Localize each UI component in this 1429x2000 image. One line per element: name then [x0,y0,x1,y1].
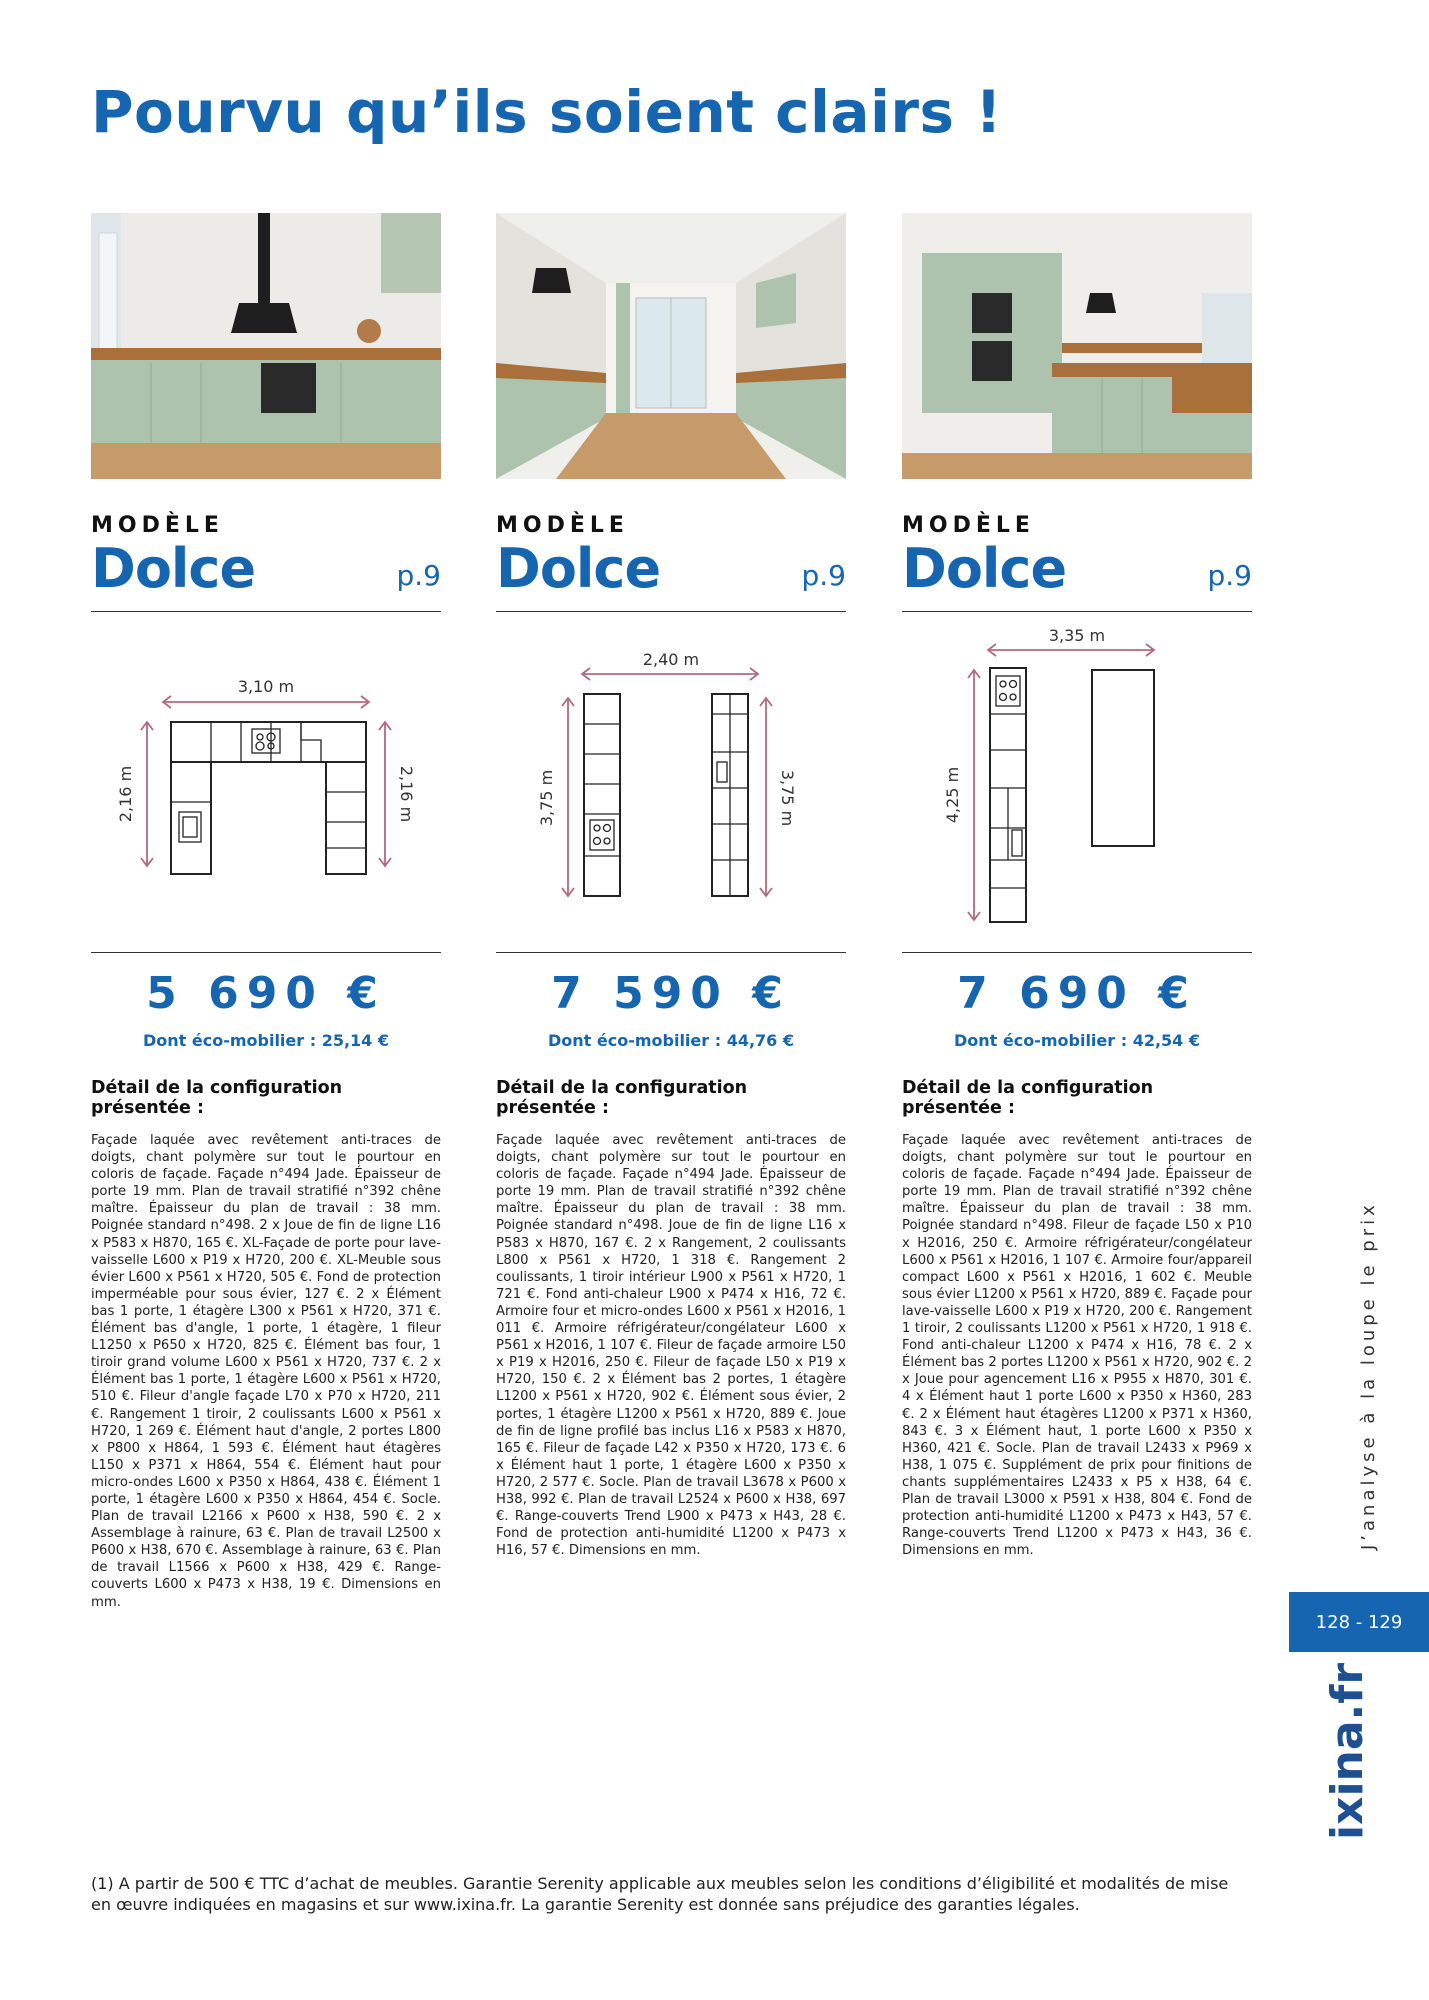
eco-mobilier: Dont éco-mobilier : 44,76 € [547,1031,794,1050]
page-reference: p.9 [396,559,441,592]
configuration-detail: Façade laquée avec revêtement anti-traces de doigts, chant polymère sur tout le pourtour en coloris de façade. Façade n°494 Jade. Épaisseur de porte 19 mm. Plan de travail stratifié n°392 chêne maître. Épaisseur du plan de travail : 38 mm. Poignée standard n°498. Joue de fin de ligne L16 x P583 x H870, 167 €. 2 x Rangement, 2 coulissants L800 x P561 x H720, 1 318 €. Rangement 2 coulissants, 1 tiroir intérieur L900 x P561 x H720, 1 721 €. Fond anti-chaleur L900 x P474 x H16, 72 €. Armoire four et micro-ondes L600 x P561 x H2016, 1 011 €. Armoire réfrigérateur/congélateur L600 x P561 x H2016, 1 107 €. Fileur de façade armoire L50 x P19 x H2016, 250 €. Fileur de façade L50 x P19 x H720, 150 €. 2 x Élément bas 2 portes, 1 étagère L1200 x P561 x H720, 902 €. Élément sous évier, 2 portes, 1 étagère L1200 x P561 x H720, 889 €. Joue de fin de ligne profilé bas inclus L16 x P583 x H870, 165 €. Fileur de façade L42 x P350 x H720, 173 €. 6 x Élément haut 1 porte, 1 étagère L600 x P350 x H720, 2 577 €. Socle. Plan de travail L3678 x P600 x H38, 992 €. Plan de travail L2524 x P600 x H38, 697 €. Range-couverts Trend L900 x P473 x H43, 28 €. Fond de protection anti-humidité L1200 x P473 x H16, 57 €. Dimensions en mm. [496,1133,846,1559]
kitchen-photo-1 [91,213,441,479]
kitchen-photo-2 [496,213,846,479]
floor-plan-3 [902,612,1252,952]
page-reference: p.9 [801,559,846,592]
page-number-tab: 128 - 129 [1289,1592,1429,1652]
side-label-text: J’analyse à la loupe le prix [1358,1201,1379,1550]
configuration-detail: Façade laquée avec revêtement anti-traces de doigts, chant polymère sur tout le pourtour en coloris de façade. Façade n°494 Jade. Épaisseur de porte 19 mm. Plan de travail stratifié n°392 chêne maître. Épaisseur du plan de travail : 38 mm. Poignée standard n°498. Fileur de façade L50 x P10 x H2016, 250 €. Armoire réfrigérateur/congélateur L600 x P561 x H2016, 1 107 €. Armoire four/appareil compact L600 x P561 x H2016, 1 602 €. Meuble sous évier L1200 x P561 x H720, 889 €. Façade pour lave-vaisselle L600 x P19 x H720, 200 €. Rangement 1 tiroir, 2 coulissants L1200 x P561 x H720, 1 918 €. Fond anti-chaleur L1200 x P474 x H16, 78 €. 2 x Élément bas 2 portes L1200 x P561 x H720, 902 €. 2 x Joue pour agencement L16 x P955 x H870, 301 €. 4 x Élément haut 1 porte L600 x P350 x H360, 283 €. 2 x Élément haut étagères L1200 x P371 x H360, 843 €. 3 x Élément haut, 1 porte L600 x P350 x H360, 421 €. Socle. Plan de travail L2433 x P969 x H38, 1 075 €. Supplément de prix pour finitions de chants supplémentaires L2433 x P5 x H38, 64 €. Plan de travail L3000 x P591 x H38, 804 €. Fond de protection anti-humidité L1200 x P473 x H43, 57 €. Range-couverts Trend L1200 x P473 x H43, 36 €. Dimensions en mm. [902,1133,1252,1559]
floor-plan-1 [91,612,441,952]
kitchen-photo-3 [902,213,1252,479]
model-name: Dolce [91,537,256,600]
dimension-width: 3,10 m [237,677,295,696]
dimension-right: 3,75 m [778,769,797,827]
configuration-title: Détail de la configuration présentée : [91,1078,343,1118]
model-name: Dolce [902,537,1067,600]
price-block-2 [496,952,846,1559]
configuration-title: Détail de la configuration présentée : [902,1078,1154,1118]
price: 7 590 € [551,968,791,1019]
modele-label: MODÈLE [91,513,224,538]
ixina-logo [1322,1662,1382,1850]
configuration-title: Détail de la configuration présentée : [496,1078,748,1118]
dimension-left: 3,75 m [537,769,556,827]
dimension-left: 4,25 m [943,766,962,824]
price: 5 690 € [146,968,386,1019]
price-block-1 [91,952,441,1611]
eco-mobilier: Dont éco-mobilier : 25,14 € [142,1031,389,1050]
kitchen-offer-3 [902,213,1252,1559]
dimension-right: 2,16 m [397,765,416,823]
model-name: Dolce [496,537,661,600]
kitchen-offer-1 [91,213,441,1611]
page-title: Pourvu qu’ils soient clairs ! [91,78,1003,146]
footnote: (1) A partir de 500 € TTC d’achat de meubles. Garantie Serenity applicable aux meubles selon les conditions d’éligibilité et modalités de mise en œuvre indiquées en magasins et sur www.ixina.fr. La garantie Serenity est donnée sans préjudice des garanties légales. [91,1874,1229,1914]
logo-text: ixina.fr [1322,1662,1373,1840]
dimension-width: 2,40 m [642,650,700,669]
dimension-left: 2,16 m [116,765,135,823]
modele-label: MODÈLE [902,513,1035,538]
floor-plan-2 [496,612,846,952]
kitchen-offer-2 [496,213,846,1559]
dimension-width: 3,35 m [1048,626,1106,645]
page-reference: p.9 [1207,559,1252,592]
modele-label: MODÈLE [496,513,629,538]
model-header-3 [902,513,1252,612]
price-block-3 [902,952,1252,1559]
model-header-1 [91,513,441,612]
configuration-detail: Façade laquée avec revêtement anti-traces de doigts, chant polymère sur tout le pourtour en coloris de façade. Façade n°494 Jade. Épaisseur de porte 19 mm. Plan de travail stratifié n°392 chêne maître. Épaisseur du plan de travail : 38 mm. Poignée standard n°498. 2 x Joue de fin de ligne L16 x P583 x H870, 165 €. XL-Façade de porte pour lave-vaisselle L600 x P19 x H720, 200 €. XL-Meuble sous évier L600 x P561 x H720, 505 €. Fond de protection imperméable pour sous évier, 127 €. 2 x Élément bas 1 porte, 1 étagère L300 x P561 x H720, 371 €. Élément bas d'angle, 1 porte, 1 étagère, 1 fileur L1250 x P650 x H720, 825 €. Élément bas four, 1 tiroir grand volume L600 x P561 x H720, 737 €. 2 x Élément bas 1 porte, 1 étagère L600 x P561 x H720, 510 €. Fileur d'angle façade L70 x P70 x H720, 211 €. Rangement 1 tiroir, 2 coulissants L600 x P561 x H720, 1 269 €. Élément haut d'angle, 2 portes L800 x P800 x H864, 1 593 €. Élément haut étagères L150 x P371 x H864, 554 €. Élément haut pour micro-ondes L600 x P350 x H864, 438 €. Élément 1 porte, 1 étagère L600 x P350 x H864, 454 €. Socle. Plan de travail L2166 x P600 x H38, 590 €. 2 x Assemblage à rainure, 63 €. Plan de travail L2500 x P600 x H38, 670 €. Assemblage à rainure, 63 €. Plan de travail L1566 x P600 x H38, 429 €. Range-couverts L600 x P473 x H38, 19 €. Dimensions en mm. [91,1133,441,1610]
eco-mobilier: Dont éco-mobilier : 42,54 € [953,1031,1200,1050]
price: 7 690 € [957,968,1197,1019]
model-header-2 [496,513,846,612]
